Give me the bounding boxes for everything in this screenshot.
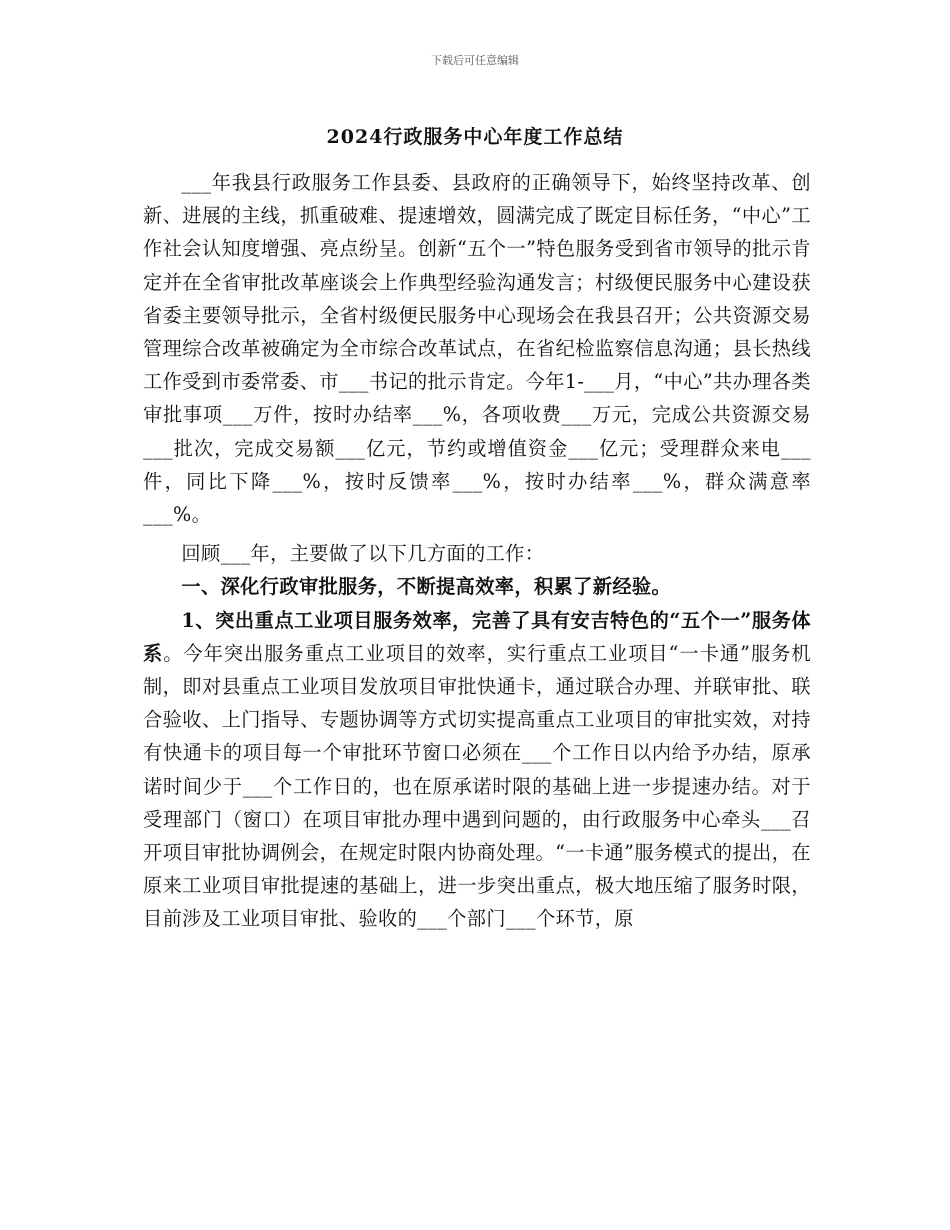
review-paragraph: 回顾___年，主要做了以下几方面的工作：	[181, 542, 545, 566]
item-heading: 1、突出重点工业项目服务效率，完善了具有安吉特色的“五个一”服务体系	[143, 608, 811, 665]
item-body: 。今年突出服务重点工业项目的效率，实行重点工业项目“一卡通”服务机制，即对县重点工业项目发放项目审批快通卡，通过联合办理、并联审批、联合验收、上门指导、专题协调等方式切实提高重点工业项目的审批实效，对持有快通卡的项目每一个审批环节窗口必须在___个工作日以内给予办结，原承诺时间少于___个工作日的，也在原承诺时限的基础上进一步提速办结。对于受理部门（窗口）在项目审批办理中遇到问题的，由行政服务中心牵头___召开项目审批协调例会，在规定时限内协商处理。“一卡通”服务模式的提出，在原来工业项目审批提速的基础上，进一步突出重点，极大地压缩了服务时限，目前涉及工业项目审批、验收的___个部门___个环节，原	[143, 641, 811, 931]
document-body	[143, 166, 811, 936]
document-title: 2024行政服务中心年度工作总结	[326, 126, 624, 148]
item-paragraph	[143, 604, 811, 936]
page-header-note: 下载后可任意编辑	[431, 54, 519, 67]
intro-paragraph: ___年我县行政服务工作县委、县政府的正确领导下，始终坚持改革、创新、进展的主线，抓重破难、提速增效，圆满完成了既定目标任务，“中心”工作社会认知度增强、亮点纷呈。创新“五个一”特色服务受到省市领导的批示肯定并在全省审批改革座谈会上作典型经验沟通发言；村级便民服务中心建设获省委主要领导批示，全省村级便民服务中心现场会在我县召开；公共资源交易管理综合改革被确定为全市综合改革试点，在省纪检监察信息沟通；县长热线工作受到市委常委、市___书记的批示肯定。今年1-___月，“中心”共办理各类审批事项___万件，按时办结率___%，各项收费___万元，完成公共资源交易___批次，完成交易额___亿元，节约或增值资金___亿元；受理群众来电___件，同比下降___%，按时反馈率___%，按时办结率___%，群众满意率___%。	[143, 171, 811, 527]
section-heading: 一、深化行政审批服务，不断提高效率，积累了新经验。	[181, 575, 672, 599]
